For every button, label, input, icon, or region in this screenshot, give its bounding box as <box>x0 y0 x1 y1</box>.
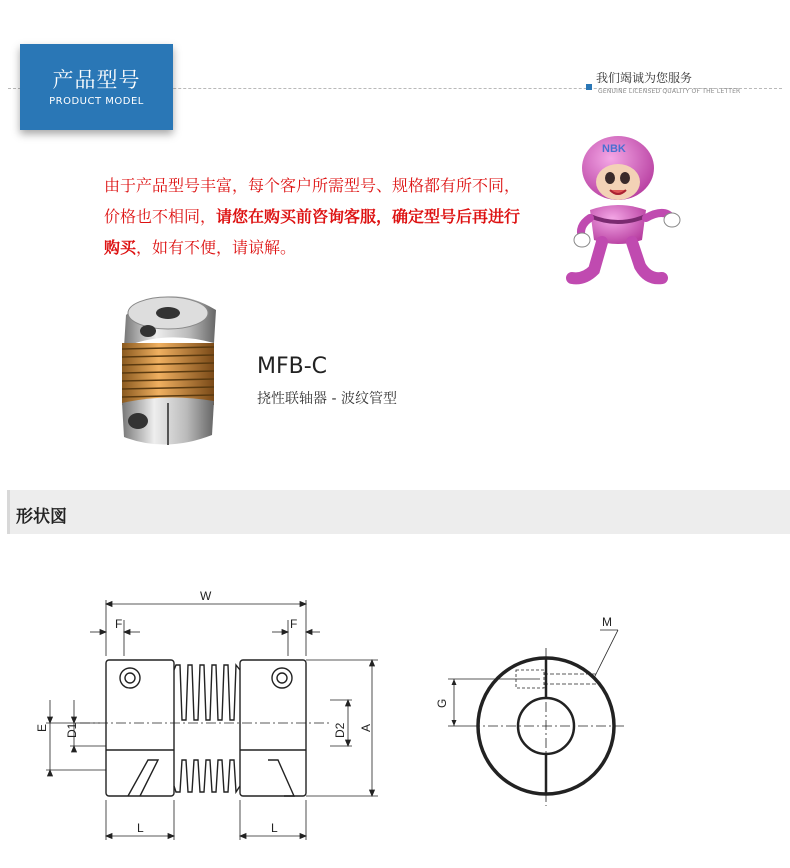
section-title: 形状図 <box>16 507 67 527</box>
label-A: A <box>359 723 373 732</box>
label-D1: D1 <box>65 722 79 738</box>
label-D2: D2 <box>333 722 347 738</box>
notice-part-2-bold: 请您在购买前咨询客服，确定型号后再进行购买 <box>104 207 521 257</box>
label-F-right: F <box>290 617 298 631</box>
product-model: MFB-C <box>257 354 328 379</box>
mascot-image <box>560 130 690 288</box>
badge-title: 产品型号 <box>52 68 141 92</box>
tagline-marker <box>586 84 592 90</box>
purchase-notice <box>104 170 524 263</box>
service-tagline-sub: GENUINE LICENSED QUALITY OF THE LETTER <box>598 88 741 95</box>
badge-subtitle: PRODUCT MODEL <box>49 96 144 107</box>
product-image <box>96 285 236 450</box>
label-W: W <box>200 589 212 603</box>
mascot-logo: NBK <box>602 143 626 155</box>
label-G: G <box>435 698 449 708</box>
section-header <box>7 490 790 534</box>
product-model-badge <box>20 44 173 130</box>
dimension-drawing <box>0 560 790 868</box>
label-L-right: L <box>271 821 278 835</box>
front-view <box>106 660 306 796</box>
service-tagline: 我们竭诚为您服务 <box>596 71 693 85</box>
product-description: 挠性联轴器 - 波纹管型 <box>257 391 397 407</box>
notice-part-3: ，如有不便，请谅解。 <box>136 238 297 257</box>
side-view <box>448 630 624 806</box>
label-L-left: L <box>137 821 144 835</box>
label-E: E <box>35 723 49 732</box>
front-view-labels <box>35 589 373 835</box>
label-F-left: F <box>115 617 123 631</box>
label-M: M <box>602 615 612 629</box>
notice-part-1: 由于产品型号丰富，每个客户所需型号、规格都有所不同，价格也不相同， <box>104 176 521 226</box>
